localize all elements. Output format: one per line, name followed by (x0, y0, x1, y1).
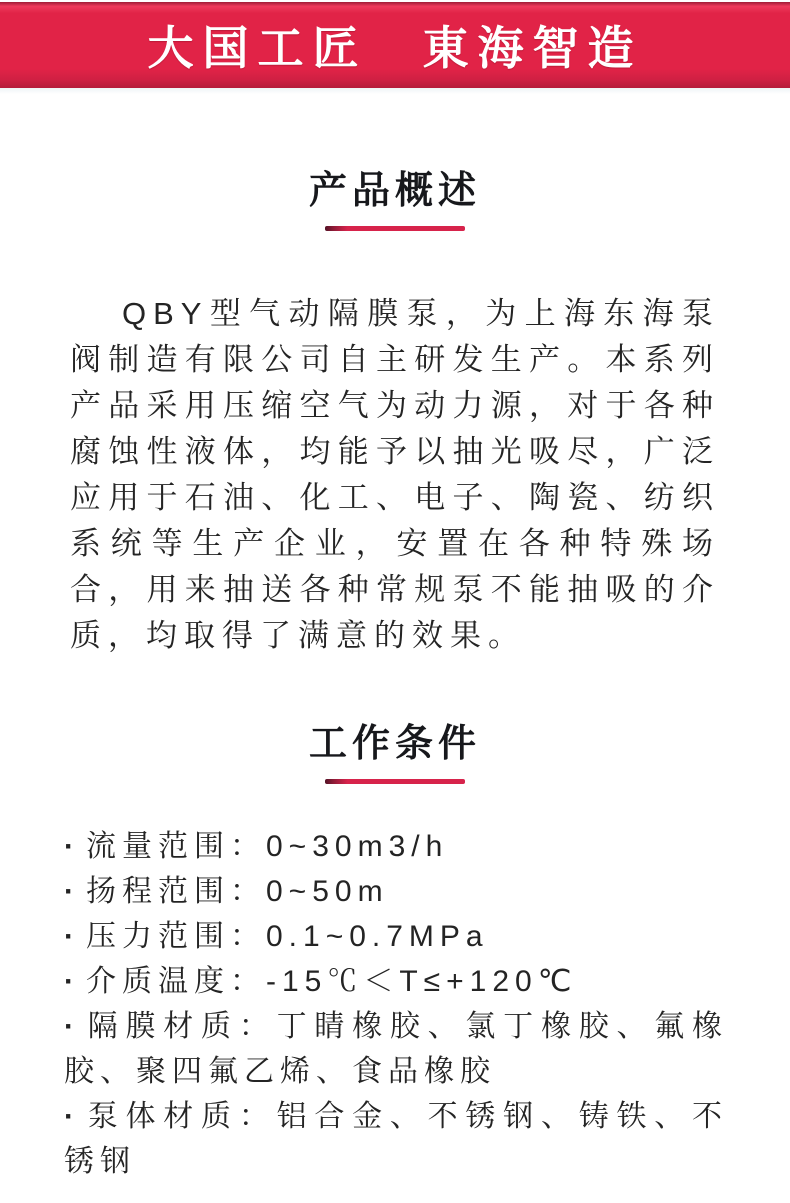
conditions-title-underline (325, 779, 465, 784)
spec-item-head-range (64, 869, 728, 914)
top-banner (0, 2, 790, 88)
spec-item-diaphragm-material (64, 1004, 728, 1094)
banner-shadow (0, 88, 790, 94)
spec-item-text: 隔膜材质：丁睛橡胶、氯丁橡胶、氟橡胶、聚四氟乙烯、食品橡胶 (64, 1010, 728, 1088)
spec-item-text: 压力范围：0.1~0.7MPa (86, 920, 489, 953)
overview-paragraph: QBY型气动隔膜泵，为上海东海泵阀制造有限公司自主研发生产。本系列产品采用压缩空气为动力源，对于各种腐蚀性液体，均能予以抽光吸尽，广泛应用于石油、化工、电子、陶瓷、纺织系统等生产企业，安置在各种特殊场合，用来抽送各种常规泵不能抽吸的介质，均取得了满意的效果。 (70, 296, 720, 653)
spec-item-flow-range (64, 824, 728, 869)
section-title-working-conditions: 工作条件 (308, 723, 481, 765)
overview-title-underline (325, 226, 465, 231)
spec-item-medium-temperature (64, 959, 728, 1004)
spec-item-text: 介质温度：-15℃＜T≤+120℃ (86, 965, 578, 998)
bullet-dot: · (64, 830, 74, 863)
spec-item-text: 流量范围：0~30m3/h (86, 830, 449, 863)
section-title-overview: 产品概述 (308, 170, 481, 212)
spec-item-text: 泵体材质：铝合金、不锈钢、铸铁、不锈钢 (64, 1100, 728, 1178)
bullet-dot: · (64, 965, 74, 998)
banner-title: 大国工匠 東海智造 (147, 22, 643, 74)
bullet-dot: · (64, 1010, 74, 1043)
bullet-dot: · (64, 920, 74, 953)
spec-item-pump-body-material (64, 1094, 728, 1184)
spec-item-pressure-range (64, 914, 728, 959)
spec-list (64, 824, 728, 1184)
bullet-dot: · (64, 875, 74, 908)
bullet-dot: · (64, 1100, 74, 1133)
spec-item-text: 扬程范围：0~50m (86, 875, 389, 908)
